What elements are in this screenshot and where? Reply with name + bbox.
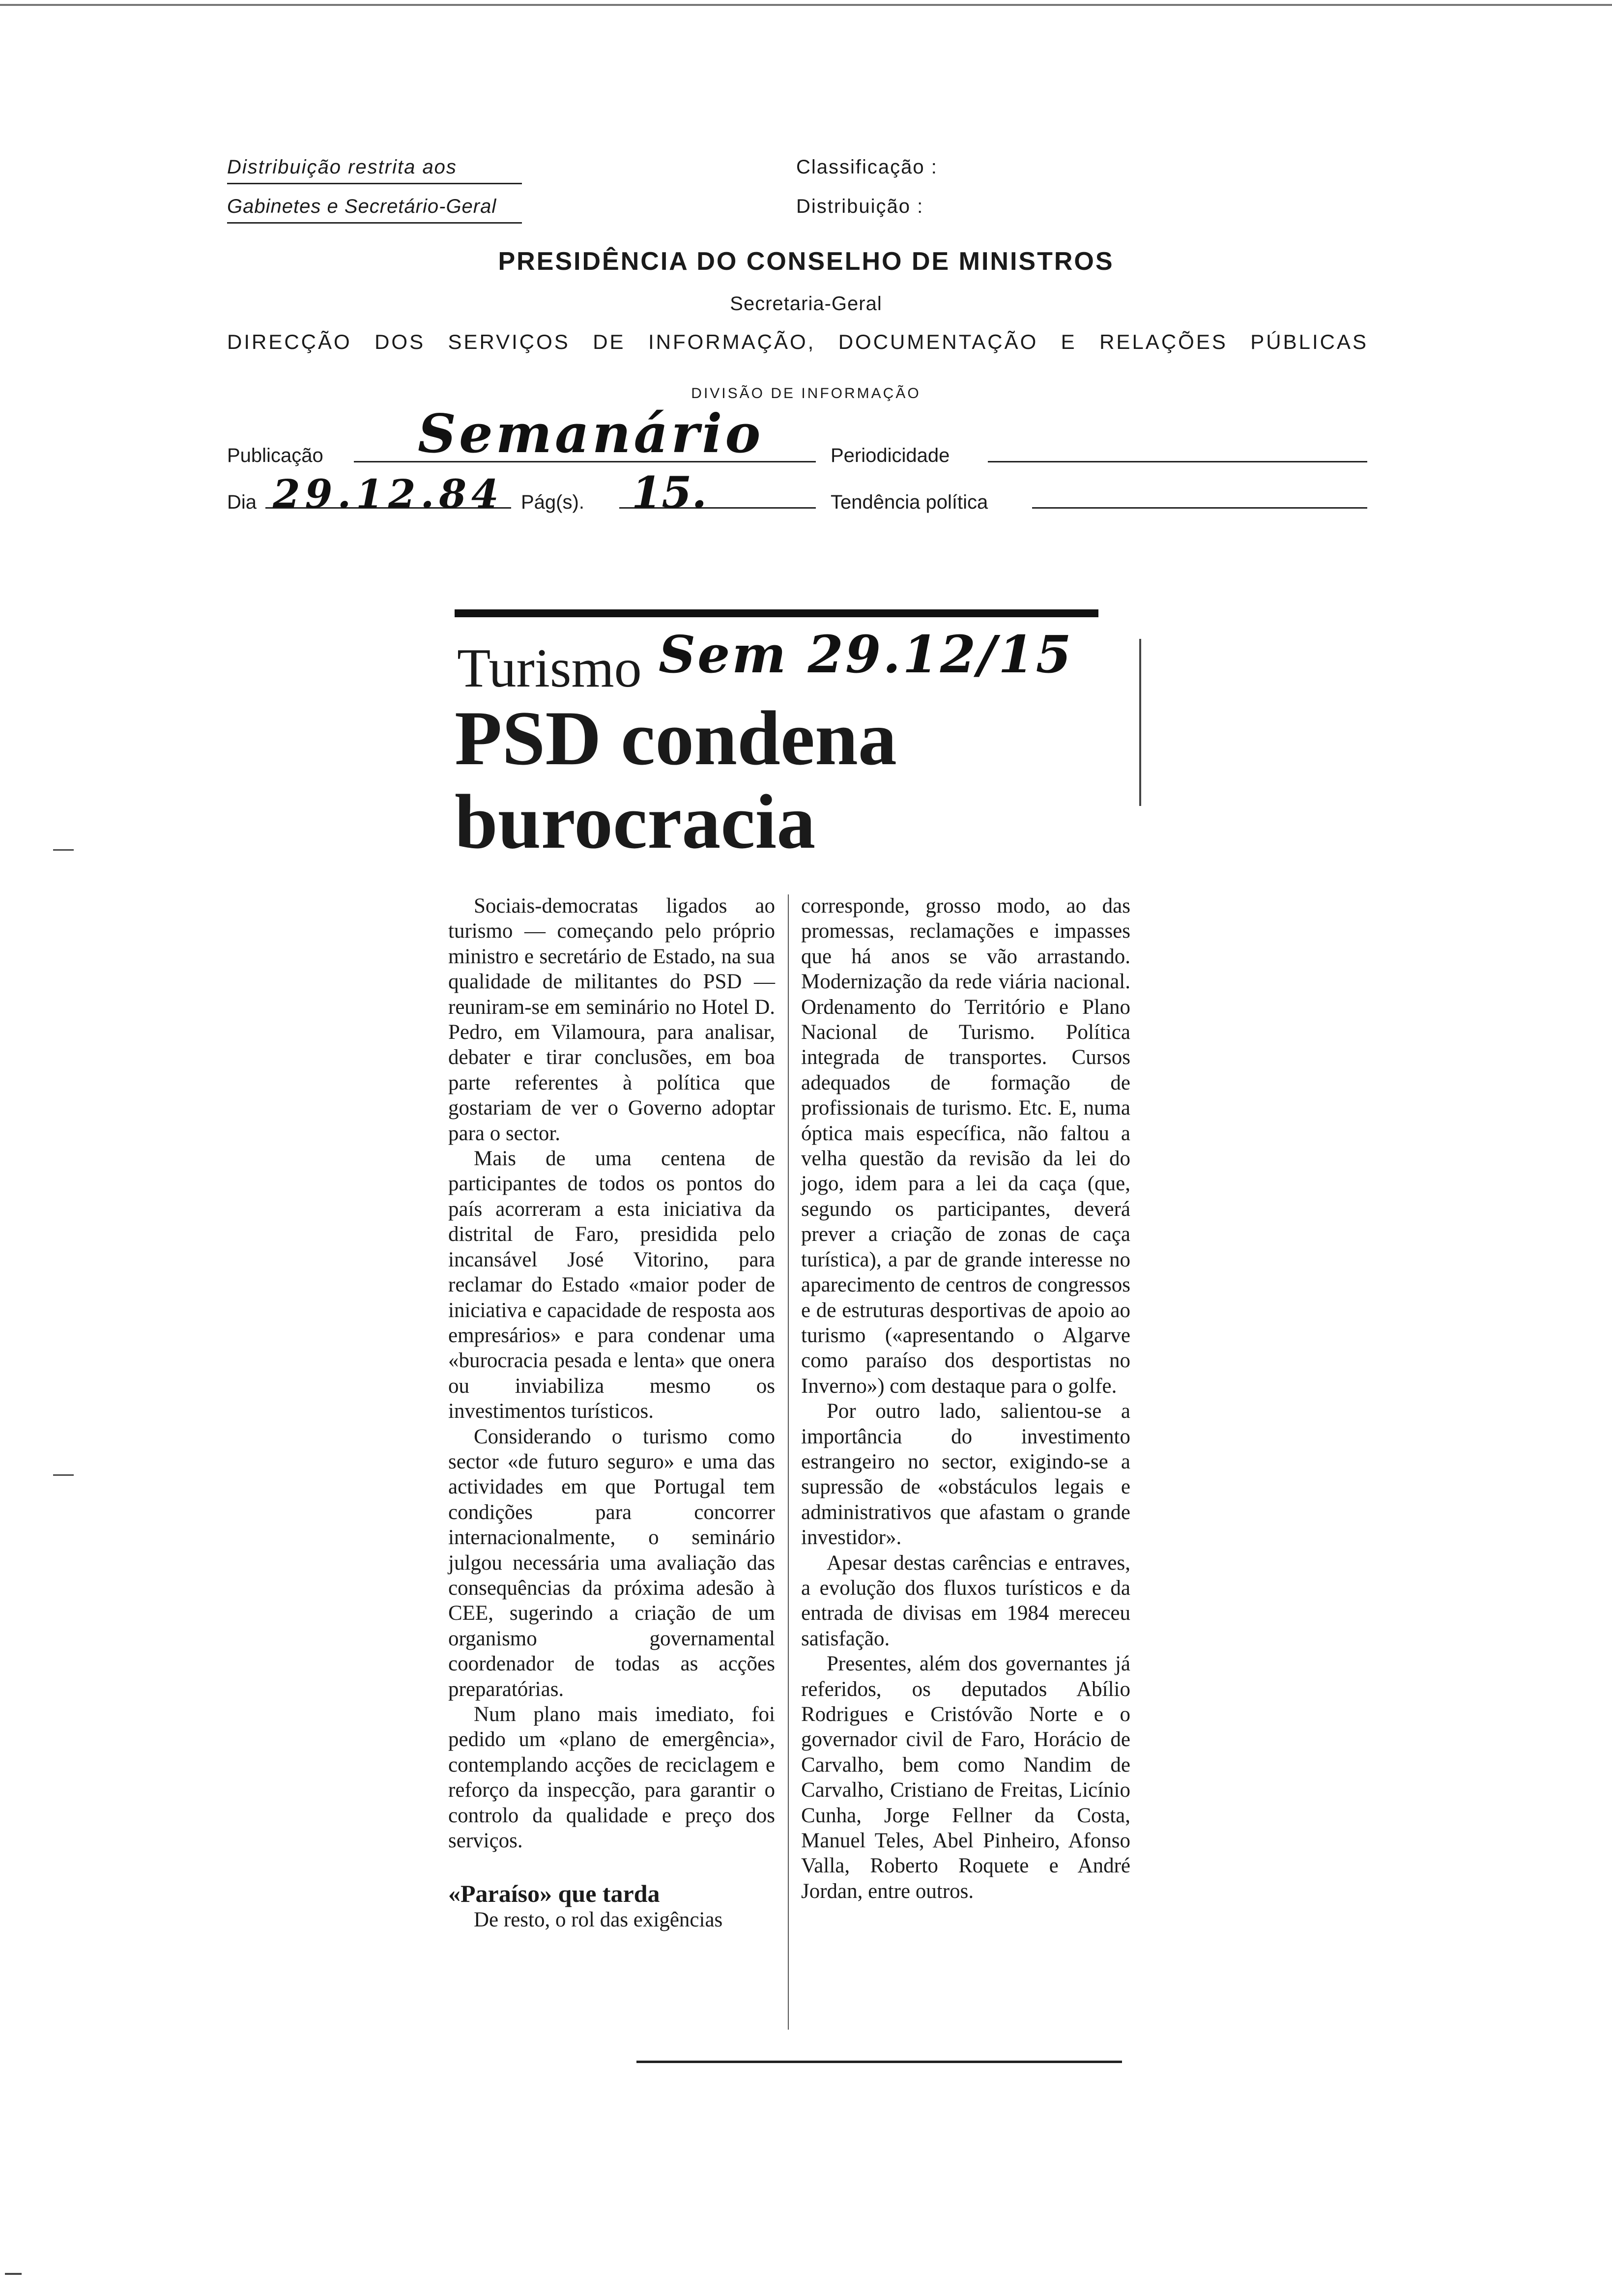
dia-label: Dia xyxy=(227,491,257,513)
article-bottom-rule xyxy=(636,2061,1122,2063)
scan-edge-line xyxy=(0,4,1612,6)
classificacao-label: Classificação : xyxy=(796,156,938,178)
divider xyxy=(227,183,522,184)
distribution-line-1: Distribuição restrita aos xyxy=(227,156,457,178)
paragraph: corresponde, grosso modo, ao das promessas, reclamações e impasses que há anos se vão arrastando. Modernização da rede viária nacional. Ordenamento do Território e Plano Nacional de Turismo. Política integrada de transportes. Cursos adequados de formação de profissionais de turismo. Etc. E, numa óptica mais específica, não faltou a velha questão da revisão da lei do jogo, idem para a lei da caça (que, segundo os participantes, deverá prever a criação de zonas de caça turística), a par de grande interesse no aparecimento de centros de congressos e de estruturas desportivas de apoio ao turismo («apresentando o Algarve como paraíso dos desportistas no Inverno») com destaque para o golfe. xyxy=(801,894,1130,1398)
periodicidade-label: Periodicidade xyxy=(831,445,950,466)
tendencia-line xyxy=(1032,507,1367,509)
secretaria: Secretaria-Geral xyxy=(730,293,882,315)
margin-mark xyxy=(53,1474,74,1476)
paragraph: Apesar destas carências e entraves, a evolução dos fluxos turísticos e da entrada de divisas em 1984 mereceu satisfação. xyxy=(801,1551,1130,1650)
distribution-line-2: Gabinetes e Secretário-Geral xyxy=(227,196,497,217)
paragraph: De resto, o rol das exigências xyxy=(474,1908,723,1932)
margin-mark xyxy=(53,849,74,851)
paragraph: Por outro lado, salientou-se a importância do investimento estrangeiro no sector, exigindo-se a supressão de «obstáculos legais e administrativos que afastam o grande investidor». xyxy=(801,1400,1130,1550)
paragraph: Mais de uma centena de participantes de todos os pontos do país acorreram a esta iniciativa da distrital de Faro, presidida pelo incansável José Vitorino, para reclamar do Estado «maior poder de iniciativa e capacidade de resposta aos empresários» e para condenar uma «burocracia pesada e lenta» que onera ou inviabiliza mesmo os investimentos turísticos. xyxy=(448,1147,775,1423)
dia-handwritten: 29.12.84 xyxy=(273,471,504,517)
subheading: «Paraíso» que tarda xyxy=(448,1880,660,1908)
paragraph: Sociais-democratas ligados ao turismo — começando pelo próprio ministro e secretário de Estado, na sua qualidade de militantes do PSD — reuniram-se em seminário no Hotel D. Pedro, em Vilamoura, para analisar, debater e tirar conclusões, em boa parte referentes à política que gostariam de ver o Governo adoptar para o sector. xyxy=(448,894,775,1145)
headline-line-2: burocracia xyxy=(455,779,816,865)
publicacao-label: Publicação xyxy=(227,445,323,466)
pag-handwritten: 15. xyxy=(632,467,707,518)
article-kicker: Turismo xyxy=(457,638,642,699)
paragraph: Presentes, além dos governantes já referidos, os deputados Abílio Rodrigues e Cristóvão Norte e o governador civil de Faro, Horácio de Carvalho, bem como Nandim de Carvalho, Cristiano de Freitas, Licínio Cunha, Jorge Fellner da Costa, Manuel Teles, Abel Pinheiro, Afonso Valla, Roberto Roquete e André Jordan, entre outros. xyxy=(801,1652,1130,1903)
headline-line-1: PSD condena xyxy=(455,695,897,781)
paragraph: Num plano mais imediato, foi pedido um «plano de emergência», contemplando acções de reciclagem e reforço da inspecção, para garantir o controlo da qualidade e preço dos serviços. xyxy=(448,1703,775,1853)
institution-title: PRESIDÊNCIA DO CONSELHO DE MINISTROS xyxy=(498,247,1114,276)
distribuicao-label: Distribuição : xyxy=(796,196,924,217)
article-column-2 xyxy=(801,893,1130,1904)
paragraph: Considerando o turismo como sector «de futuro seguro» e uma das actividades em que Portugal tem condições para concorrer internacionalmente, o seminário julgou necessária uma avaliação das consequências da próxima adesão à CEE, sugerindo a criação de um organismo governamental coordenador de todas as acções preparatórias. xyxy=(448,1425,775,1701)
direccao: DIRECÇÃO DOS SERVIÇOS DE INFORMAÇÃO, DOCUMENTAÇÃO E RELAÇÕES PÚBLICAS xyxy=(227,330,1368,353)
margin-mark xyxy=(5,2273,22,2275)
article-column-1 xyxy=(448,893,775,1933)
periodicidade-line xyxy=(988,461,1367,462)
handwritten-note: Sem 29.12/15 xyxy=(659,624,1073,685)
divider xyxy=(227,222,522,224)
column-divider xyxy=(788,894,789,2030)
publicacao-handwritten: Semanário xyxy=(418,403,764,465)
tendencia-label: Tendência política xyxy=(831,491,988,513)
clipping-edge xyxy=(1139,639,1141,806)
pag-label: Pág(s). xyxy=(521,491,584,513)
divisao: DIVISÃO DE INFORMAÇÃO xyxy=(691,385,921,402)
article-top-rule xyxy=(455,609,1098,617)
